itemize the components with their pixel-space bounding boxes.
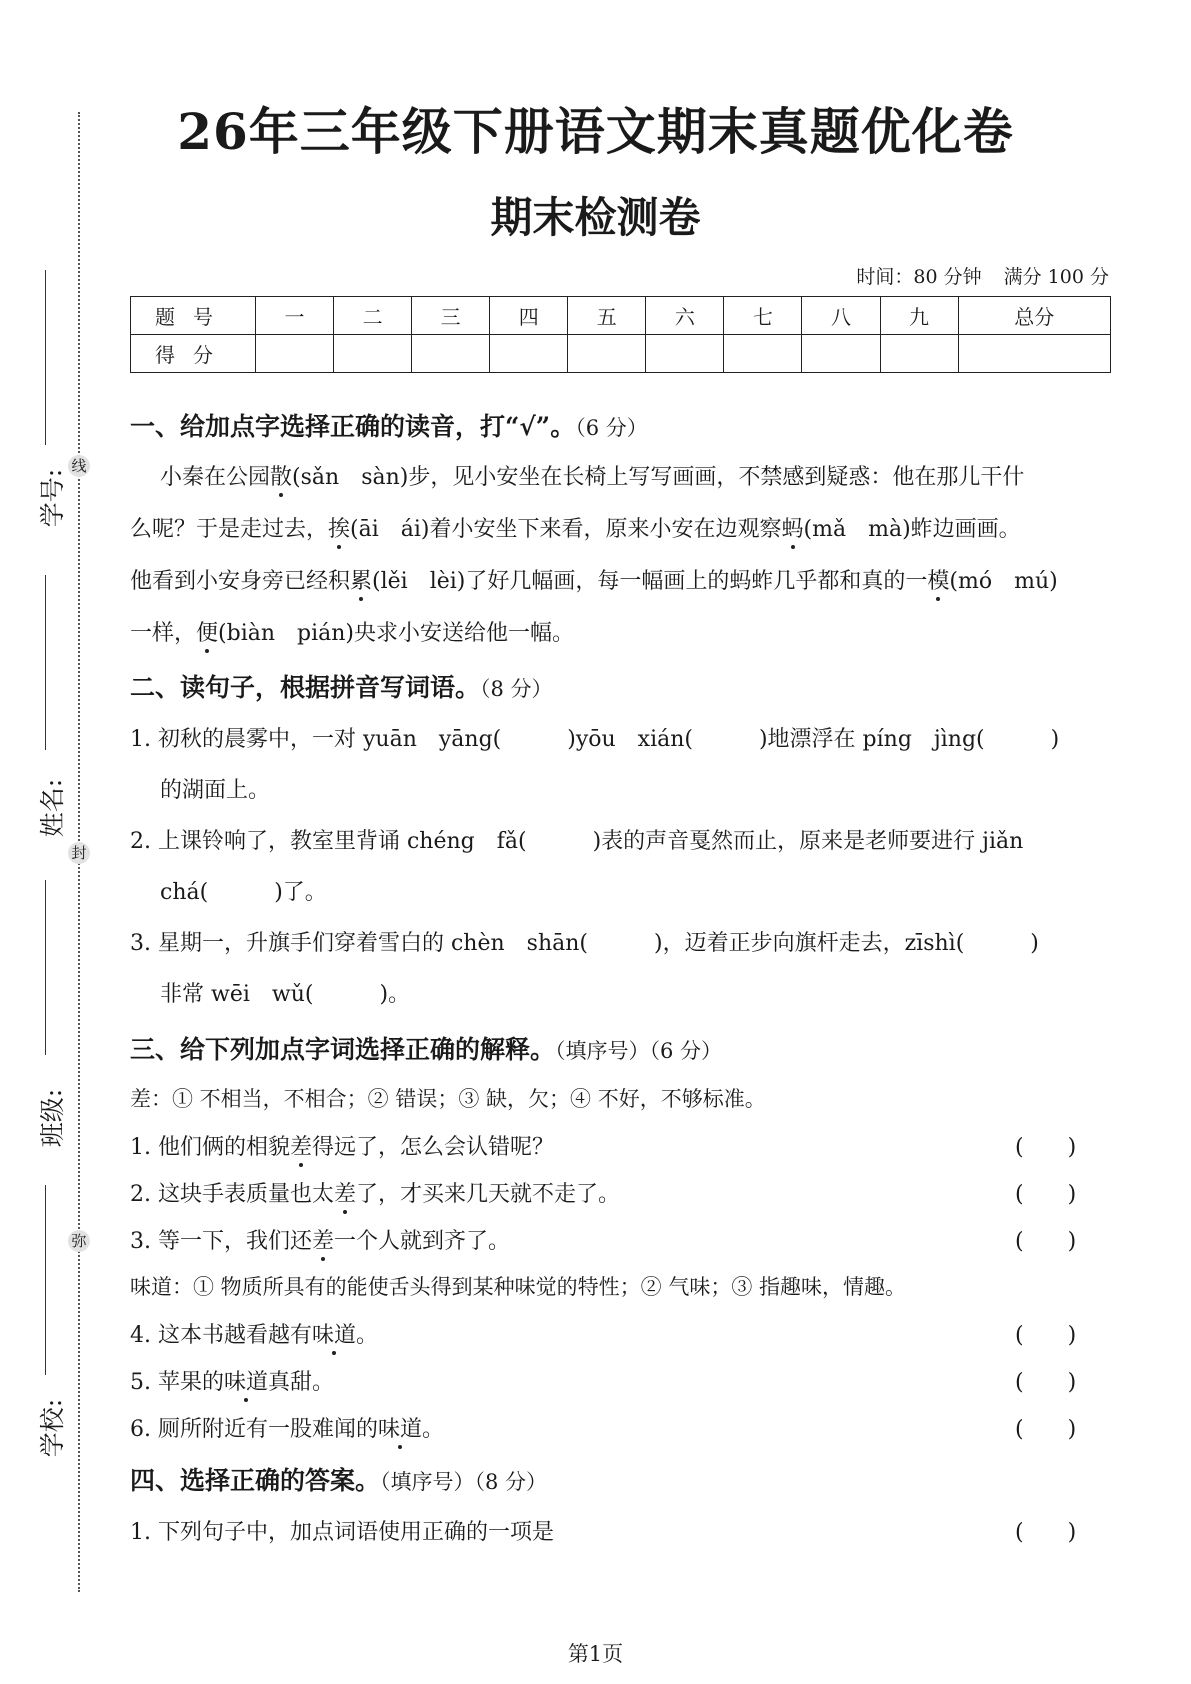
dotted-char: 散 [270,465,293,490]
section-1-paragraph-line: 他看到小安身旁已经积累(lěi lèi)了好几幅画，每一幅画上的蚂蚱几乎都和真的一模(mó mú) [130,569,1058,594]
score-table [130,296,1111,373]
section-2-heading [130,668,553,704]
page-subtitle: 期末检测卷 [490,193,701,242]
definition-weidao: 味道：① 物质所具有的能使舌头得到某种味觉的特性；② 气味；③ 指趣味，情趣。 [130,1275,907,1299]
score-cell[interactable] [412,335,490,373]
score-cell[interactable] [880,335,958,373]
exam-info [834,262,1109,289]
dotted-char: 便 [196,621,219,646]
score-cell[interactable] [802,335,880,373]
margin-mark-seal: 封 [68,842,90,864]
definition-cha: 差：① 不相当，不相合；② 错误；③ 缺，欠；④ 不好，不够标准。 [130,1087,766,1111]
section-3-title: 三、给下列加点字词选择正确的解释。 [130,1035,556,1064]
section-1-points: （6 分） [575,416,648,440]
dotted-char: 模 [927,569,950,594]
dotted-word: 味道 [377,1417,422,1442]
section-2-points: （8 分） [480,677,553,701]
question-3-3: 3. 等一下，我们还差一个人就到齐了。 [130,1229,511,1254]
column-header: 总分 [958,297,1110,335]
dotted-char: 差 [311,1229,334,1254]
student-id-label: 学号: [38,468,68,528]
table-row [131,335,1111,373]
dotted-word: 味道 [223,1370,268,1395]
question-2-3-cont: 非常 wēi wǔ( )。 [160,982,411,1007]
column-header: 一 [256,297,334,335]
answer-blank[interactable]: ( ) [1015,1417,1077,1442]
score-cell[interactable] [490,335,568,373]
dotted-word: 味道 [311,1323,356,1348]
column-header: 六 [646,297,724,335]
question-3-2: 2. 这块手表质量也太差了，才买来几天就不走了。 [130,1182,621,1207]
section-4-title: 四、选择正确的答案。 [130,1466,381,1495]
column-header: 七 [724,297,802,335]
column-header: 三 [412,297,490,335]
dotted-char: 差 [289,1135,312,1160]
column-header: 四 [490,297,568,335]
answer-blank[interactable]: ( ) [1015,1135,1077,1160]
column-header: 二 [334,297,412,335]
dotted-char: 挨 [328,517,351,542]
question-3-5: 5. 苹果的味道真甜。 [130,1370,335,1395]
answer-blank[interactable]: ( ) [1015,1520,1077,1545]
column-header: 八 [802,297,880,335]
section-1-paragraph-line: 小秦在公园散(sǎn sàn)步，见小安坐在长椅上写写画画，不禁感到疑惑：他在那儿干什 [160,465,1025,490]
section-4-points: （填序号）（8 分） [380,1470,548,1494]
name-label: 姓名: [38,778,68,838]
row-label-question: 题号 [131,297,256,335]
time-limit: 时间：80 分钟 [856,266,982,288]
school-line [45,1185,46,1375]
margin-mark-line: 线 [68,455,90,477]
question-4-1: 1. 下列句子中，加点词语使用正确的一项是 [130,1520,554,1545]
section-1-paragraph-line: 一样，便(biàn pián)央求小安送给他一幅。 [130,621,575,646]
question-3-1: 1. 他们俩的相貌差得远了，怎么会认错呢？ [130,1135,555,1160]
answer-blank[interactable]: ( ) [1015,1182,1077,1207]
margin-mark-bind: 弥 [68,1230,90,1252]
question-2-2: 2. 上课铃响了，教室里背诵 chéng fǎ( )表的声音戛然而止，原来是老师要进行 jiǎn [130,829,1024,854]
name-line [45,575,46,750]
section-3-points: （填序号）（6 分） [555,1039,723,1063]
score-cell[interactable] [568,335,646,373]
class-line [45,880,46,1055]
column-header: 九 [880,297,958,335]
table-row [131,297,1111,335]
score-cell[interactable] [724,335,802,373]
dotted-char: 累 [350,569,373,594]
score-cell[interactable] [958,335,1110,373]
class-label: 班级: [38,1088,68,1148]
section-1-heading [130,407,648,443]
score-cell[interactable] [256,335,334,373]
section-2-title: 二、读句子，根据拼音写词语。 [130,673,481,702]
page-title: 26年三年级下册语文期末真题优化卷 [177,102,1014,161]
column-header: 五 [568,297,646,335]
question-2-3: 3. 星期一，升旗手们穿着雪白的 chèn shān( )，迈着正步向旗杆走去，zīshì( ) [130,931,1039,956]
row-label-score: 得分 [131,335,256,373]
score-cell[interactable] [334,335,412,373]
question-2-1-cont: 的湖面上。 [160,778,271,803]
page-number: 第1页 [567,1642,624,1666]
section-4-heading [130,1461,547,1497]
dotted-char: 蚂 [781,517,804,542]
answer-blank[interactable]: ( ) [1015,1323,1077,1348]
question-2-2-cont: chá( )了。 [160,880,327,905]
score-cell[interactable] [646,335,724,373]
section-1-title: 一、给加点字选择正确的读音，打“√”。 [130,412,576,441]
school-label: 学校: [38,1398,68,1458]
student-id-line [45,270,46,445]
section-3-heading [130,1030,722,1066]
answer-blank[interactable]: ( ) [1015,1229,1077,1254]
answer-blank[interactable]: ( ) [1015,1370,1077,1395]
question-3-4: 4. 这本书越看越有味道。 [130,1323,379,1348]
question-2-1: 1. 初秋的晨雾中，一对 yuān yāng( )yōu xián( )地漂浮在 píng jìng( ) [130,727,1060,752]
dotted-char: 差 [333,1182,356,1207]
section-1-paragraph-line: 么呢？于是走过去，挨(āi ái)着小安坐下来看，原来小安在边观察蚂(mǎ mà)蚱边画画。 [130,517,1021,542]
full-score: 满分 100 分 [1003,266,1109,288]
question-3-6: 6. 厕所附近有一股难闻的味道。 [130,1417,445,1442]
